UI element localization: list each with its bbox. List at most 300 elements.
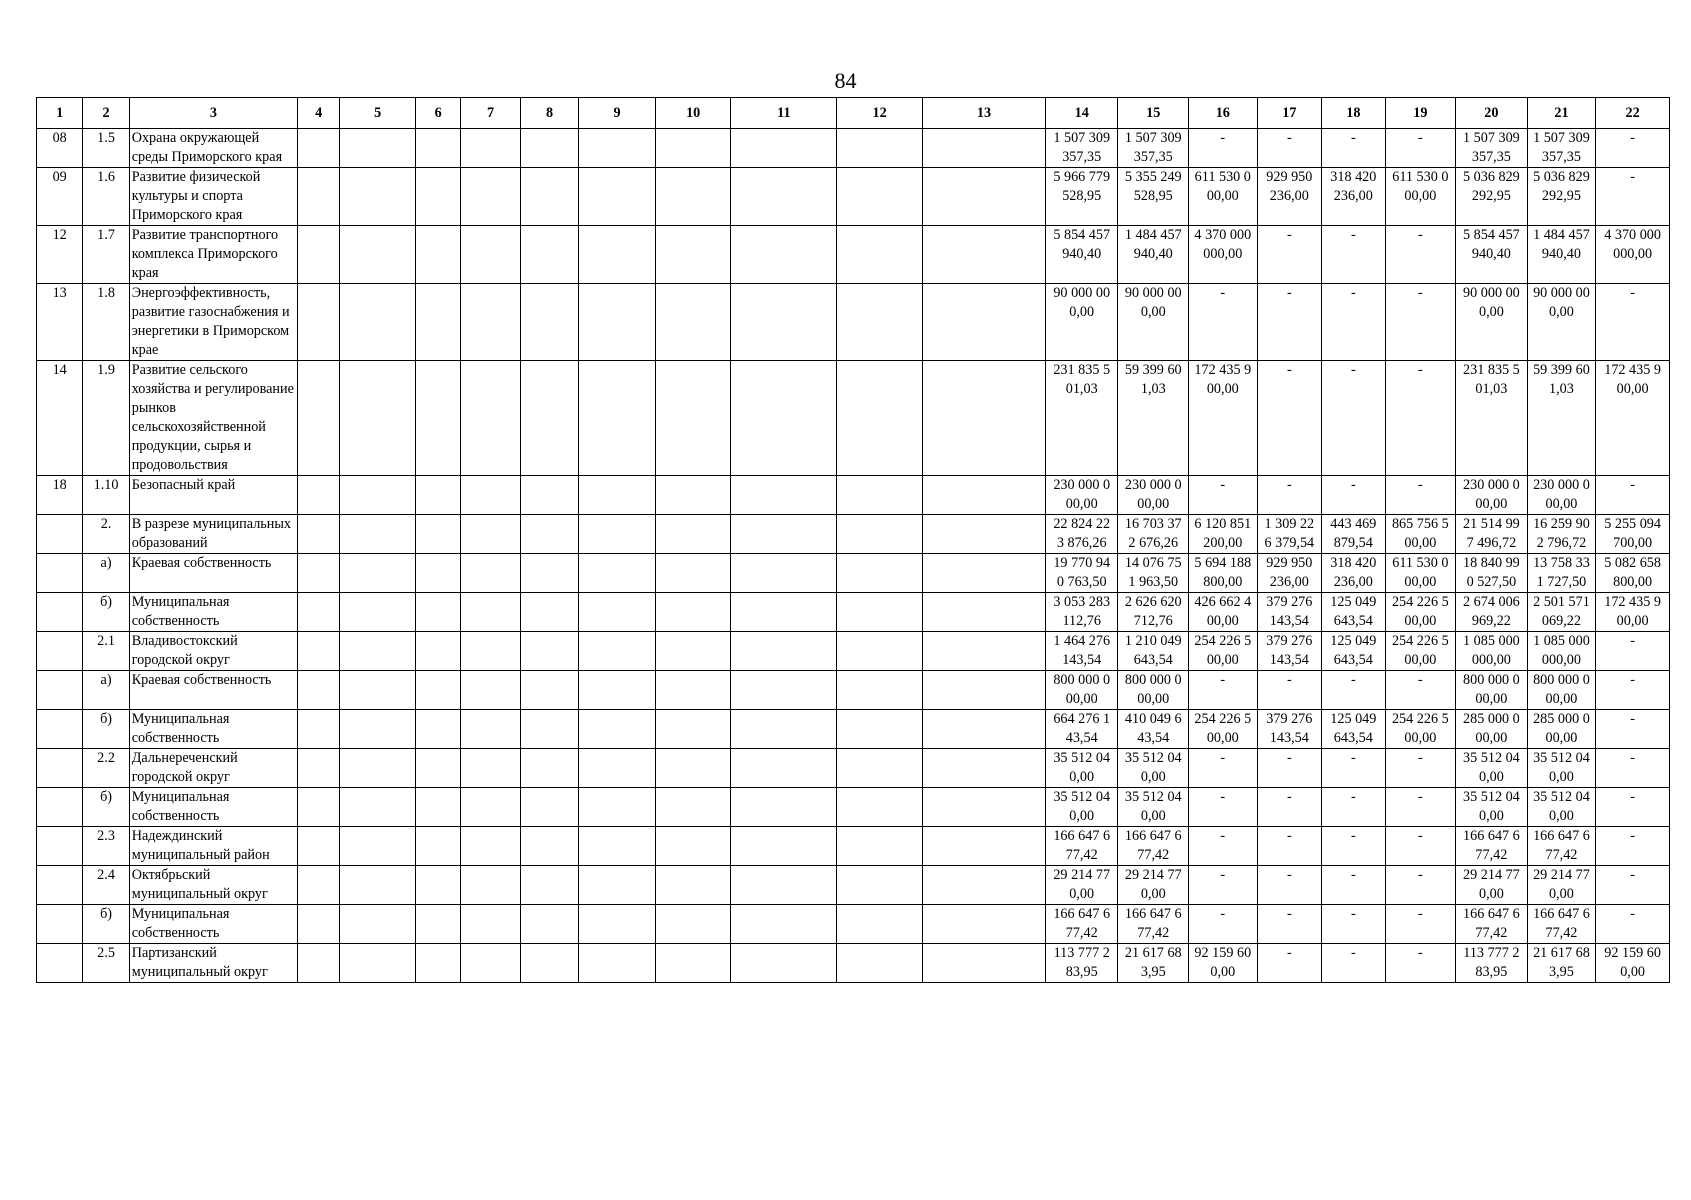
empty-cell	[298, 671, 340, 710]
row-number: 1.10	[83, 476, 129, 515]
value-cell-col-22: 172 435 9 00,00	[1596, 361, 1670, 476]
empty-cell	[461, 866, 520, 905]
empty-cell	[655, 905, 731, 944]
empty-cell	[298, 284, 340, 361]
empty-cell	[520, 593, 578, 632]
row-name: Краевая собственность	[129, 554, 297, 593]
value-cell-col-14: 231 835 5 01,03	[1045, 361, 1118, 476]
empty-cell	[298, 866, 340, 905]
value-cell-col-20: 5 854 457 940,40	[1456, 226, 1528, 284]
value-cell-col-22: -	[1596, 866, 1670, 905]
empty-cell	[298, 476, 340, 515]
value-cell-col-15: 21 617 68 3,95	[1118, 944, 1189, 983]
row-number: 2.5	[83, 944, 129, 983]
row-name: Развитие физической культуры и спорта Приморского края	[129, 168, 297, 226]
empty-cell	[579, 827, 656, 866]
empty-cell	[655, 671, 731, 710]
value-cell-col-15: 1 484 457 940,40	[1118, 226, 1189, 284]
empty-cell	[340, 632, 416, 671]
empty-cell	[415, 593, 460, 632]
value-cell-col-19: 865 756 5 00,00	[1385, 515, 1456, 554]
value-cell-col-16: 611 530 0 00,00	[1189, 168, 1258, 226]
empty-cell	[520, 361, 578, 476]
value-cell-col-15: 166 647 6 77,42	[1118, 905, 1189, 944]
row-code	[37, 554, 83, 593]
empty-cell	[731, 168, 837, 226]
empty-cell	[298, 361, 340, 476]
empty-cell	[922, 749, 1045, 788]
value-cell-col-15: 230 000 0 00,00	[1118, 476, 1189, 515]
value-cell-col-15: 35 512 04 0,00	[1118, 749, 1189, 788]
value-cell-col-20: 1 085 000 000,00	[1456, 632, 1528, 671]
row-name: Октябрьский муниципальный округ	[129, 866, 297, 905]
value-cell-col-22: -	[1596, 632, 1670, 671]
value-cell-col-15: 1 507 309 357,35	[1118, 129, 1189, 168]
empty-cell	[520, 129, 578, 168]
empty-cell	[520, 632, 578, 671]
empty-cell	[520, 710, 578, 749]
empty-cell	[837, 129, 923, 168]
value-cell-col-19: -	[1385, 749, 1456, 788]
row-name: Дальнереченский городской округ	[129, 749, 297, 788]
empty-cell	[731, 284, 837, 361]
empty-cell	[415, 284, 460, 361]
value-cell-col-16: -	[1189, 827, 1258, 866]
value-cell-col-19: 611 530 0 00,00	[1385, 168, 1456, 226]
empty-cell	[579, 593, 656, 632]
value-cell-col-15: 2 626 620 712,76	[1118, 593, 1189, 632]
empty-cell	[655, 632, 731, 671]
empty-cell	[837, 788, 923, 827]
value-cell-col-20: 800 000 0 00,00	[1456, 671, 1528, 710]
empty-cell	[461, 710, 520, 749]
value-cell-col-22: 5 082 658 800,00	[1596, 554, 1670, 593]
value-cell-col-15: 59 399 60 1,03	[1118, 361, 1189, 476]
empty-cell	[461, 944, 520, 983]
value-cell-col-15: 90 000 00 0,00	[1118, 284, 1189, 361]
value-cell-col-17: -	[1257, 788, 1322, 827]
empty-cell	[415, 710, 460, 749]
value-cell-col-22: -	[1596, 905, 1670, 944]
value-cell-col-19: 254 226 5 00,00	[1385, 632, 1456, 671]
empty-cell	[340, 749, 416, 788]
value-cell-col-18: 125 049 643,54	[1322, 593, 1386, 632]
value-cell-col-17: -	[1257, 905, 1322, 944]
empty-cell	[922, 671, 1045, 710]
value-cell-col-16: 254 226 5 00,00	[1189, 632, 1258, 671]
table-row	[37, 710, 1670, 749]
empty-cell	[461, 284, 520, 361]
column-header-18: 18	[1322, 98, 1386, 129]
row-code	[37, 788, 83, 827]
empty-cell	[837, 515, 923, 554]
table-row	[37, 129, 1670, 168]
empty-cell	[520, 671, 578, 710]
row-number: 1.8	[83, 284, 129, 361]
column-header-5: 5	[340, 98, 416, 129]
empty-cell	[922, 866, 1045, 905]
table-row	[37, 226, 1670, 284]
table-row	[37, 515, 1670, 554]
value-cell-col-20: 166 647 6 77,42	[1456, 905, 1528, 944]
value-cell-col-14: 19 770 94 0 763,50	[1045, 554, 1118, 593]
value-cell-col-21: 13 758 33 1 727,50	[1527, 554, 1596, 593]
column-header-8: 8	[520, 98, 578, 129]
column-header-4: 4	[298, 98, 340, 129]
empty-cell	[837, 226, 923, 284]
value-cell-col-17: -	[1257, 749, 1322, 788]
empty-cell	[461, 129, 520, 168]
value-cell-col-18: 125 049 643,54	[1322, 632, 1386, 671]
value-cell-col-16: -	[1189, 788, 1258, 827]
column-header-10: 10	[655, 98, 731, 129]
value-cell-col-14: 29 214 77 0,00	[1045, 866, 1118, 905]
empty-cell	[579, 476, 656, 515]
value-cell-col-17: 379 276 143,54	[1257, 593, 1322, 632]
empty-cell	[655, 866, 731, 905]
value-cell-col-17: -	[1257, 226, 1322, 284]
value-cell-col-15: 16 703 37 2 676,26	[1118, 515, 1189, 554]
row-number: б)	[83, 710, 129, 749]
empty-cell	[837, 593, 923, 632]
empty-cell	[461, 168, 520, 226]
empty-cell	[837, 361, 923, 476]
empty-cell	[731, 554, 837, 593]
value-cell-col-19: -	[1385, 226, 1456, 284]
empty-cell	[461, 593, 520, 632]
empty-cell	[340, 129, 416, 168]
empty-cell	[922, 710, 1045, 749]
empty-cell	[579, 226, 656, 284]
value-cell-col-21: 1 484 457 940,40	[1527, 226, 1596, 284]
column-header-14: 14	[1045, 98, 1118, 129]
value-cell-col-19: -	[1385, 788, 1456, 827]
value-cell-col-15: 410 049 6 43,54	[1118, 710, 1189, 749]
value-cell-col-14: 35 512 04 0,00	[1045, 749, 1118, 788]
empty-cell	[520, 476, 578, 515]
row-code	[37, 515, 83, 554]
column-header-11: 11	[731, 98, 837, 129]
value-cell-col-14: 5 966 779 528,95	[1045, 168, 1118, 226]
value-cell-col-19: -	[1385, 476, 1456, 515]
empty-cell	[579, 515, 656, 554]
table-row	[37, 361, 1670, 476]
table-row	[37, 632, 1670, 671]
value-cell-col-14: 90 000 00 0,00	[1045, 284, 1118, 361]
empty-cell	[461, 905, 520, 944]
empty-cell	[579, 632, 656, 671]
empty-cell	[461, 554, 520, 593]
row-number: б)	[83, 905, 129, 944]
value-cell-col-21: 230 000 0 00,00	[1527, 476, 1596, 515]
column-header-17: 17	[1257, 98, 1322, 129]
empty-cell	[579, 284, 656, 361]
value-cell-col-14: 35 512 04 0,00	[1045, 788, 1118, 827]
empty-cell	[415, 671, 460, 710]
empty-cell	[837, 905, 923, 944]
empty-cell	[520, 226, 578, 284]
table-row	[37, 554, 1670, 593]
column-header-12: 12	[837, 98, 923, 129]
empty-cell	[298, 226, 340, 284]
value-cell-col-20: 230 000 0 00,00	[1456, 476, 1528, 515]
value-cell-col-17: -	[1257, 866, 1322, 905]
value-cell-col-14: 5 854 457 940,40	[1045, 226, 1118, 284]
table-row	[37, 944, 1670, 983]
row-number: 2.3	[83, 827, 129, 866]
value-cell-col-14: 664 276 1 43,54	[1045, 710, 1118, 749]
value-cell-col-16: 254 226 5 00,00	[1189, 710, 1258, 749]
value-cell-col-19: -	[1385, 671, 1456, 710]
value-cell-col-16: -	[1189, 749, 1258, 788]
empty-cell	[340, 361, 416, 476]
value-cell-col-14: 1 507 309 357,35	[1045, 129, 1118, 168]
empty-cell	[340, 284, 416, 361]
empty-cell	[461, 632, 520, 671]
value-cell-col-18: -	[1322, 905, 1386, 944]
empty-cell	[298, 905, 340, 944]
row-number: 2.2	[83, 749, 129, 788]
value-cell-col-16: -	[1189, 866, 1258, 905]
column-header-1: 1	[37, 98, 83, 129]
empty-cell	[655, 284, 731, 361]
value-cell-col-19: -	[1385, 866, 1456, 905]
value-cell-col-17: 929 950 236,00	[1257, 554, 1322, 593]
empty-cell	[415, 749, 460, 788]
empty-cell	[837, 827, 923, 866]
empty-cell	[579, 788, 656, 827]
value-cell-col-19: -	[1385, 827, 1456, 866]
empty-cell	[837, 671, 923, 710]
empty-cell	[415, 827, 460, 866]
empty-cell	[579, 361, 656, 476]
row-code: 12	[37, 226, 83, 284]
empty-cell	[415, 554, 460, 593]
value-cell-col-17: -	[1257, 129, 1322, 168]
empty-cell	[415, 168, 460, 226]
value-cell-col-21: 1 085 000 000,00	[1527, 632, 1596, 671]
row-number: 2.	[83, 515, 129, 554]
empty-cell	[461, 827, 520, 866]
value-cell-col-20: 5 036 829 292,95	[1456, 168, 1528, 226]
value-cell-col-22: 172 435 9 00,00	[1596, 593, 1670, 632]
value-cell-col-18: -	[1322, 361, 1386, 476]
value-cell-col-21: 1 507 309 357,35	[1527, 129, 1596, 168]
row-code: 13	[37, 284, 83, 361]
value-cell-col-22: -	[1596, 129, 1670, 168]
empty-cell	[461, 226, 520, 284]
value-cell-col-15: 5 355 249 528,95	[1118, 168, 1189, 226]
value-cell-col-14: 230 000 0 00,00	[1045, 476, 1118, 515]
value-cell-col-16: 172 435 9 00,00	[1189, 361, 1258, 476]
empty-cell	[922, 788, 1045, 827]
value-cell-col-17: -	[1257, 827, 1322, 866]
empty-cell	[731, 866, 837, 905]
row-number: 1.5	[83, 129, 129, 168]
row-code: 18	[37, 476, 83, 515]
empty-cell	[731, 905, 837, 944]
value-cell-col-21: 29 214 77 0,00	[1527, 866, 1596, 905]
row-code	[37, 710, 83, 749]
table-row	[37, 671, 1670, 710]
empty-cell	[520, 284, 578, 361]
column-header-19: 19	[1385, 98, 1456, 129]
row-name: Муниципальная собственность	[129, 710, 297, 749]
empty-cell	[579, 129, 656, 168]
table-row	[37, 284, 1670, 361]
empty-cell	[655, 788, 731, 827]
empty-cell	[415, 226, 460, 284]
row-number: 1.9	[83, 361, 129, 476]
column-header-20: 20	[1456, 98, 1528, 129]
empty-cell	[340, 788, 416, 827]
empty-cell	[579, 710, 656, 749]
value-cell-col-21: 16 259 90 2 796,72	[1527, 515, 1596, 554]
empty-cell	[837, 554, 923, 593]
empty-cell	[298, 710, 340, 749]
empty-cell	[340, 866, 416, 905]
empty-cell	[415, 632, 460, 671]
value-cell-col-14: 1 464 276 143,54	[1045, 632, 1118, 671]
table-row	[37, 788, 1670, 827]
empty-cell	[922, 593, 1045, 632]
value-cell-col-16: -	[1189, 284, 1258, 361]
empty-cell	[520, 788, 578, 827]
page-number: 84	[834, 68, 857, 93]
value-cell-col-14: 113 777 2 83,95	[1045, 944, 1118, 983]
column-header-6: 6	[415, 98, 460, 129]
value-cell-col-20: 166 647 6 77,42	[1456, 827, 1528, 866]
empty-cell	[298, 827, 340, 866]
value-cell-col-21: 35 512 04 0,00	[1527, 749, 1596, 788]
empty-cell	[922, 226, 1045, 284]
value-cell-col-18: 125 049 643,54	[1322, 710, 1386, 749]
empty-cell	[837, 476, 923, 515]
value-cell-col-15: 166 647 6 77,42	[1118, 827, 1189, 866]
value-cell-col-20: 29 214 77 0,00	[1456, 866, 1528, 905]
row-number: 2.1	[83, 632, 129, 671]
value-cell-col-20: 2 674 006 969,22	[1456, 593, 1528, 632]
table-row	[37, 749, 1670, 788]
value-cell-col-22: -	[1596, 710, 1670, 749]
value-cell-col-22: 92 159 60 0,00	[1596, 944, 1670, 983]
empty-cell	[415, 129, 460, 168]
row-name: Развитие транспортного комплекса Приморского края	[129, 226, 297, 284]
empty-cell	[298, 593, 340, 632]
empty-cell	[415, 361, 460, 476]
row-name: Муниципальная собственность	[129, 905, 297, 944]
value-cell-col-18: -	[1322, 226, 1386, 284]
empty-cell	[520, 749, 578, 788]
value-cell-col-18: -	[1322, 671, 1386, 710]
empty-cell	[415, 905, 460, 944]
empty-cell	[837, 866, 923, 905]
row-name: Партизанский муниципальный округ	[129, 944, 297, 983]
empty-cell	[731, 710, 837, 749]
row-number: б)	[83, 593, 129, 632]
row-code	[37, 593, 83, 632]
value-cell-col-20: 21 514 99 7 496,72	[1456, 515, 1528, 554]
value-cell-col-22: -	[1596, 168, 1670, 226]
empty-cell	[655, 515, 731, 554]
empty-cell	[731, 944, 837, 983]
empty-cell	[520, 905, 578, 944]
value-cell-col-19: 254 226 5 00,00	[1385, 710, 1456, 749]
empty-cell	[655, 593, 731, 632]
empty-cell	[520, 554, 578, 593]
empty-cell	[461, 361, 520, 476]
empty-cell	[340, 827, 416, 866]
empty-cell	[922, 476, 1045, 515]
empty-cell	[837, 944, 923, 983]
value-cell-col-18: 318 420 236,00	[1322, 554, 1386, 593]
value-cell-col-19: -	[1385, 284, 1456, 361]
row-name: Охрана окружающей среды Приморского края	[129, 129, 297, 168]
empty-cell	[340, 944, 416, 983]
value-cell-col-14: 800 000 0 00,00	[1045, 671, 1118, 710]
row-code	[37, 749, 83, 788]
value-cell-col-15: 800 000 0 00,00	[1118, 671, 1189, 710]
row-code	[37, 632, 83, 671]
value-cell-col-18: -	[1322, 284, 1386, 361]
row-code	[37, 671, 83, 710]
empty-cell	[298, 944, 340, 983]
value-cell-col-22: -	[1596, 749, 1670, 788]
table-row	[37, 593, 1670, 632]
value-cell-col-22: 5 255 094 700,00	[1596, 515, 1670, 554]
column-header-22: 22	[1596, 98, 1670, 129]
value-cell-col-16: 6 120 851 200,00	[1189, 515, 1258, 554]
value-cell-col-15: 29 214 77 0,00	[1118, 866, 1189, 905]
table-row	[37, 476, 1670, 515]
empty-cell	[922, 827, 1045, 866]
row-code	[37, 866, 83, 905]
empty-cell	[655, 476, 731, 515]
value-cell-col-18: 443 469 879,54	[1322, 515, 1386, 554]
budget-table	[36, 97, 1670, 983]
column-header-15: 15	[1118, 98, 1189, 129]
value-cell-col-18: -	[1322, 866, 1386, 905]
value-cell-col-15: 1 210 049 643,54	[1118, 632, 1189, 671]
empty-cell	[655, 168, 731, 226]
empty-cell	[731, 788, 837, 827]
empty-cell	[731, 226, 837, 284]
empty-cell	[731, 593, 837, 632]
row-number: 2.4	[83, 866, 129, 905]
empty-cell	[731, 129, 837, 168]
empty-cell	[298, 554, 340, 593]
empty-cell	[922, 284, 1045, 361]
empty-cell	[922, 129, 1045, 168]
value-cell-col-19: -	[1385, 129, 1456, 168]
row-name: Муниципальная собственность	[129, 788, 297, 827]
table-row	[37, 866, 1670, 905]
empty-cell	[922, 168, 1045, 226]
empty-cell	[298, 129, 340, 168]
empty-cell	[922, 905, 1045, 944]
empty-cell	[731, 361, 837, 476]
empty-cell	[579, 554, 656, 593]
empty-cell	[655, 129, 731, 168]
value-cell-col-16: -	[1189, 671, 1258, 710]
value-cell-col-17: -	[1257, 284, 1322, 361]
table-row	[37, 827, 1670, 866]
table-header-row	[37, 98, 1670, 129]
value-cell-col-17: -	[1257, 671, 1322, 710]
empty-cell	[461, 788, 520, 827]
value-cell-col-21: 285 000 0 00,00	[1527, 710, 1596, 749]
value-cell-col-17: 929 950 236,00	[1257, 168, 1322, 226]
